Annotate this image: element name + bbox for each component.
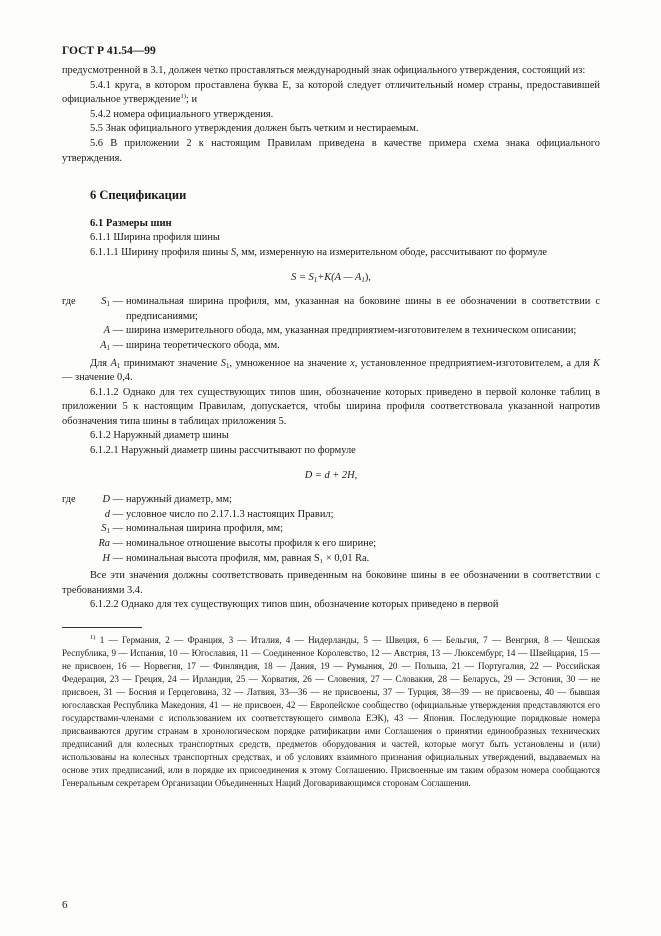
formula1-lhs: S = S [291,271,314,283]
subsection-6-1-title: 6.1 Размеры шин [90,217,172,229]
legend1-symbol: $A_1$ [100,339,110,352]
legend2-definition: номинальное отношение высоты профиля к его ширине; [126,538,377,550]
legend1-symbol: $S_1$ [101,296,110,309]
legend2-where [62,508,88,523]
footnote-ref: 1) [180,93,186,101]
footnote-divider [62,627,142,628]
legend2-dash: — [112,538,124,550]
legend2-where [62,552,88,567]
var-s: S [230,246,237,258]
paragraph-6-1-1: 6.1.1 Ширина профиля шины [90,232,220,244]
legend2-definition: номинальная ширина профиля, мм; [126,523,283,535]
legend2-definition: номинальная высота профиля, мм, равная S₁ × 0,01 Ra. [126,552,370,564]
footnote-text: 1 — Германия, 2 — Франция, 3 — Италия, 4 — Нидерланды, 5 — Швеция, 6 — Бельгия, 7 — Венгрия, 8 — Чешская Республика, 9 — Испания, 10 — Югославия, 11 — Соединенное Королевство, 12 — Австрия, 13 — Люксембург, 14 — Швейцария, 15 — не присвоен, 16 — Норвегия, 17 — Финляндия, 18 — Дания, 19 — Румыния, 20 — Польша, 21 — Португалия, 22 — Российская Федерация, 23 — Греция, 24 — Ирландия, 25 — Хорватия, 26 — Словения, 27 — Словакия, 28 — Беларусь, 29 — Эстония, 30 — не присвоен, 31 — Босния и Герцеговина, 32 — Латвия, 33—36 — не присвоены, 37 — Турция, 38—39 — не присвоены, 40 — бывшая югославская Республика Македония, 41 — не присвоен, 42 — Европейское сообщество (официальные утверждения представляются его государствами-членами с использованием их соответствующего символа ЕЭК), 43 — Япония. Последующие порядковые номера присваиваются другим странам в хронологическом порядке ратификации ими Соглашения о принятии единообразных технических предписаний для колесных транспортных средств, предметов оборудования и частей, которые могут быть установлены и (или) использованы на колесных транспортных средствах, и об условиях взаимного признания официальных утверждений, выдаваемых на основе этих предписаний, или в порядке их присоединения к этому Соглашению. Присвоенные им таким образом номера сообщаются Генеральным секретарем Организации Объединенных Наций Договаривающимся сторонам Соглашения. [62,635,600,788]
legend2-symbol: $S_1$ [101,523,110,536]
legend2-symbol: H [102,552,110,564]
document-header: ГОСТ Р 41.54—99 [62,45,156,57]
legend1-dash: — [112,296,124,308]
footnote-mark: 1) [90,634,96,641]
paragraph-5-4-1 [62,79,600,108]
paragraph-5-6: 5.6 В приложении 2 к настоящим Правилам приведена в качестве примера схема знака официального утверждения. [62,137,600,164]
formula1-end: ), [364,271,371,283]
paragraph-6-1-1-2: 6.1.1.2 Однако для тех существующих типов шин, обозначение которых приведено в первой колонке таблиц в приложении 5 к настоящим Правилам, допускается, чтобы ширина профиля соответствовала указанной напротив обозначения типа шины в таблицах приложения 5. [62,386,600,427]
legend1-dash: — [112,325,124,337]
paragraph-a1 [62,357,600,386]
formula1-legend [62,295,600,353]
a1-t1: Для [90,357,111,369]
paragraph-all-values: Все эти значения должны соответствовать приведенным на боковине шины в ее обозначении в соответствии с требованиями 3.4. [62,570,600,596]
legend2-definition: наружный диаметр, мм; [126,494,232,506]
paragraph-5-4-1-end: ; и [185,94,197,106]
a1-s1: 1 [116,361,121,370]
formula-profile-width [62,271,600,286]
paragraph-5-4-1-text: 5.4.1 круга, в котором проставлена буква E, за которой следует отличительный номер страны, предоставившей официальное утверждение [62,79,600,106]
legend2-symbol: d [104,508,110,520]
paragraph-6-1-2: 6.1.2 Наружный диаметр шины [90,430,229,442]
a1-v2: S [220,357,226,369]
a1-t5: — значение 0,4. [62,372,133,384]
a1-t3: , умноженное на значение [229,357,351,369]
legend2-where: где [62,494,76,506]
legend1-where [62,339,88,354]
legend1-definition: ширина теоретического обода, мм. [126,339,280,351]
legend1-where [62,324,88,339]
legend2-symbol: Ra [98,538,110,550]
footnote [62,634,600,790]
paragraph-6-1-1-1 [62,246,600,261]
formula1-sub2: 1 [361,275,365,284]
legend1-where: где [62,296,76,308]
section-6-title: 6 Спецификации [90,188,187,203]
legend1-dash: — [112,339,124,351]
formula2-legend [62,493,600,566]
a1-t2: принимают значение [120,357,221,369]
a1-s2: 1 [225,361,230,370]
legend2-dash: — [112,494,124,506]
legend1-definition: номинальная ширина профиля, мм, указанная на боковине шины в ее обозначении в соответствии с предписаниями; [126,296,600,322]
legend2-dash: — [112,552,124,564]
a1-v4: K [593,357,600,369]
paragraph-6-1-1-1-a: 6.1.1.1 Ширину профиля шины [90,246,231,258]
legend2-dash: — [112,523,124,535]
legend2-dash: — [112,508,124,520]
paragraph-6-1-1-1-b: , мм, измеренную на измерительном ободе, рассчитывают по формуле [236,246,547,258]
formula1-sub1: 1 [313,275,318,284]
paragraph-5-4-2: 5.4.2 номера официального утверждения. [90,108,274,120]
a1-t4: , установленное предприятием-изготовителем, а для [354,357,594,369]
legend2-definition: условное число по 2.17.1.3 настоящих Правил; [126,508,334,520]
legend2-where [62,537,88,552]
paragraph-6-1-2-2: 6.1.2.2 Однако для тех существующих типов шин, обозначение которых приведено в первой [90,599,499,611]
legend2-symbol: D [102,494,110,506]
document-page [62,30,600,790]
a1-v1: A [110,357,117,369]
paragraph-5-5: 5.5 Знак официального утверждения должен быть четким и нестираемым. [90,123,419,135]
paragraph-continuation: предусмотренной в 3.1, должен четко проставляться международный знак официального утверждения, состоящий из: [62,65,586,76]
page-number: 6 [62,899,68,911]
legend1-definition: ширина измерительного обода, мм, указанная предприятием-изготовителем в техническом описании; [126,325,577,337]
paragraph-6-1-2-1: 6.1.2.1 Наружный диаметр шины рассчитывают по формуле [90,445,356,457]
formula-outer-diameter: D = d + 2H, [304,469,358,481]
a1-v3: x [350,357,355,369]
legend2-where [62,522,88,537]
legend1-symbol: A [103,325,110,337]
formula1-mid: +K(A — A [317,271,362,283]
